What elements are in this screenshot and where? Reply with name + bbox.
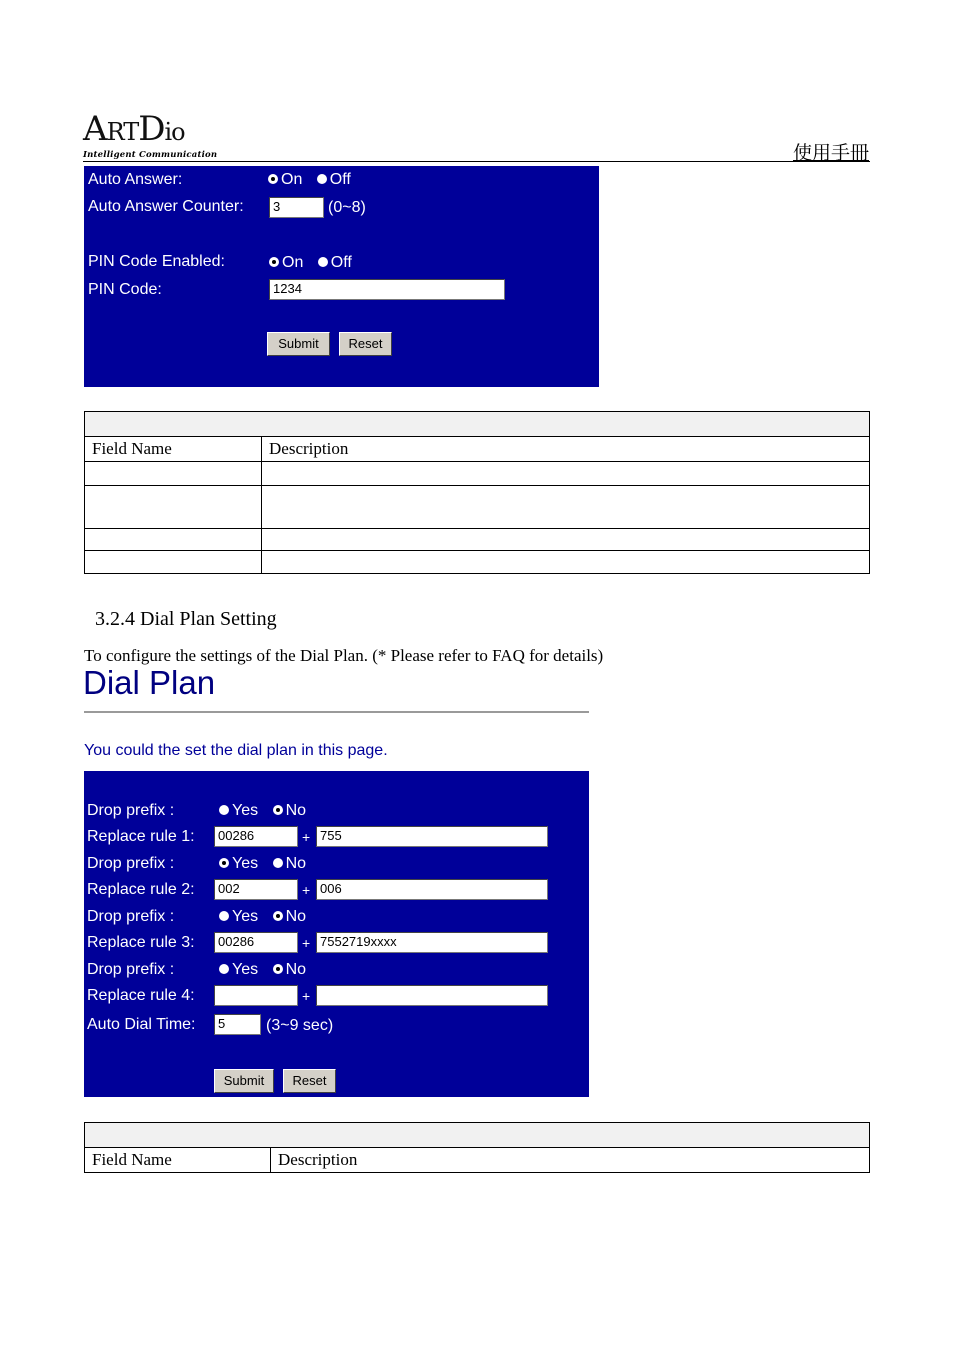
pin-code-input[interactable]: 1234: [269, 279, 505, 300]
auto-answer-off-radio[interactable]: [317, 171, 351, 189]
radio-icon: [317, 174, 327, 184]
radio-selected-icon: [273, 805, 283, 815]
field-name-header: Field Name: [85, 437, 262, 462]
drop-prefix-label-3: Drop prefix :: [87, 908, 175, 925]
option-label: No: [285, 855, 307, 872]
submit-button[interactable]: Submit: [267, 332, 330, 356]
section-heading: 3.2.4 Dial Plan Setting: [95, 608, 277, 630]
table-row: [85, 1148, 870, 1173]
auto-dial-range-hint: (3~9 sec): [266, 1017, 334, 1034]
table-cell: [85, 462, 262, 486]
dial-plan-field-table: [84, 1122, 870, 1173]
logo-tagline: Intelligent Communication: [83, 150, 218, 160]
auto-dial-time-label: Auto Dial Time:: [87, 1016, 196, 1033]
replace-rule-prefix-input-3[interactable]: 00286: [214, 932, 298, 953]
auto-answer-options: [268, 171, 361, 189]
drop-prefix-options-3: [219, 908, 316, 926]
drop-prefix-yes-radio-4[interactable]: [219, 961, 258, 979]
plus-sign: +: [302, 935, 311, 951]
table-row: [85, 437, 870, 462]
option-label: On: [281, 171, 303, 188]
radio-selected-icon: [273, 964, 283, 974]
replace-rule-prefix-input-2[interactable]: 002: [214, 879, 298, 900]
table-header-band: [85, 1123, 870, 1148]
drop-prefix-label-4: Drop prefix :: [87, 961, 175, 978]
option-label: Yes: [232, 961, 259, 978]
drop-prefix-yes-radio-3[interactable]: [219, 908, 258, 926]
plus-sign: +: [302, 988, 311, 1004]
replace-rule-label-2: Replace rule 2:: [87, 881, 195, 898]
dial-plan-panel: [84, 771, 589, 1097]
radio-icon: [273, 858, 283, 868]
auto-answer-label: Auto Answer:: [88, 171, 183, 188]
table-cell: [262, 486, 870, 529]
dial-plan-title: Dial Plan: [83, 664, 216, 701]
replace-rule-label-1: Replace rule 1:: [87, 828, 195, 845]
table-cell: [85, 529, 262, 551]
drop-prefix-yes-radio-1[interactable]: [219, 802, 258, 820]
option-label: Yes: [232, 908, 259, 925]
replace-rule-value-input-3[interactable]: 7552719xxxx: [316, 932, 548, 953]
radio-icon: [318, 257, 328, 267]
description-header: Description: [271, 1148, 870, 1173]
table-cell: [85, 551, 262, 574]
option-label: Yes: [232, 802, 259, 819]
drop-prefix-options-1: [219, 802, 316, 820]
pin-enabled-label: PIN Code Enabled:: [88, 253, 225, 270]
replace-rule-value-input-4[interactable]: [316, 985, 548, 1006]
auto-dial-time-input[interactable]: 5: [214, 1014, 261, 1035]
manual-title: 使用手冊: [792, 142, 869, 164]
radio-selected-icon: [273, 911, 283, 921]
section-intro: To configure the settings of the Dial Plan. (* Please refer to FAQ for details): [84, 646, 604, 665]
drop-prefix-no-radio-3[interactable]: [273, 908, 306, 926]
reset-button[interactable]: Reset: [339, 332, 392, 356]
replace-rule-value-input-1[interactable]: 755: [316, 826, 548, 847]
drop-prefix-yes-radio-2[interactable]: [219, 855, 258, 873]
replace-rule-prefix-input-1[interactable]: 00286: [214, 826, 298, 847]
table-row: [85, 462, 870, 486]
auto-answer-on-radio[interactable]: [268, 171, 302, 189]
option-label: Off: [329, 171, 351, 188]
drop-prefix-no-radio-2[interactable]: [273, 855, 306, 873]
artdio-logo: [83, 109, 218, 160]
field-name-header: Field Name: [85, 1148, 271, 1173]
table-row: [85, 529, 870, 551]
auto-answer-counter-input[interactable]: 3: [269, 197, 324, 218]
replace-rule-value-input-2[interactable]: 006: [316, 879, 548, 900]
pin-enabled-options: [269, 254, 362, 272]
counter-range-hint: (0~8): [328, 199, 366, 216]
drop-prefix-label-2: Drop prefix :: [87, 855, 175, 872]
drop-prefix-no-radio-4[interactable]: [273, 961, 306, 979]
header-rule: [83, 161, 870, 162]
table-cell: [85, 486, 262, 529]
radio-selected-icon: [268, 174, 278, 184]
table-cell: [85, 1123, 870, 1148]
option-label: Yes: [232, 855, 259, 872]
table-cell: [262, 529, 870, 551]
drop-prefix-no-radio-1[interactable]: [273, 802, 306, 820]
dial-plan-subtitle: You could the set the dial plan in this page.: [84, 742, 388, 759]
option-label: No: [285, 908, 307, 925]
replace-rule-label-4: Replace rule 4:: [87, 987, 195, 1004]
radio-icon: [219, 805, 229, 815]
radio-selected-icon: [219, 858, 229, 868]
option-label: On: [282, 254, 304, 271]
replace-rule-label-3: Replace rule 3:: [87, 934, 195, 951]
dial-plan-divider: [84, 711, 589, 713]
pin-enabled-off-radio[interactable]: [318, 254, 352, 272]
drop-prefix-label-1: Drop prefix :: [87, 802, 175, 819]
pin-code-label: PIN Code:: [88, 281, 162, 298]
auto-answer-panel: [84, 166, 599, 387]
logo-wordmark: ARTDio: [83, 109, 185, 149]
pin-enabled-on-radio[interactable]: [269, 254, 303, 272]
table-header-band: [85, 412, 870, 437]
table-row: [85, 551, 870, 574]
radio-icon: [219, 911, 229, 921]
drop-prefix-options-4: [219, 961, 316, 979]
auto-answer-field-table: [84, 411, 870, 574]
dial-plan-submit-button[interactable]: Submit: [214, 1069, 274, 1093]
table-cell: [262, 462, 870, 486]
radio-icon: [219, 964, 229, 974]
replace-rule-prefix-input-4[interactable]: [214, 985, 298, 1006]
option-label: No: [285, 961, 307, 978]
option-label: Off: [330, 254, 352, 271]
description-header: Description: [262, 437, 870, 462]
dial-plan-reset-button[interactable]: Reset: [283, 1069, 336, 1093]
radio-selected-icon: [269, 257, 279, 267]
plus-sign: +: [302, 829, 311, 845]
auto-answer-counter-label: Auto Answer Counter:: [88, 198, 244, 215]
table-cell: [85, 412, 870, 437]
plus-sign: +: [302, 882, 311, 898]
option-label: No: [285, 802, 307, 819]
drop-prefix-options-2: [219, 855, 316, 873]
table-cell: [262, 551, 870, 574]
table-row: [85, 486, 870, 529]
